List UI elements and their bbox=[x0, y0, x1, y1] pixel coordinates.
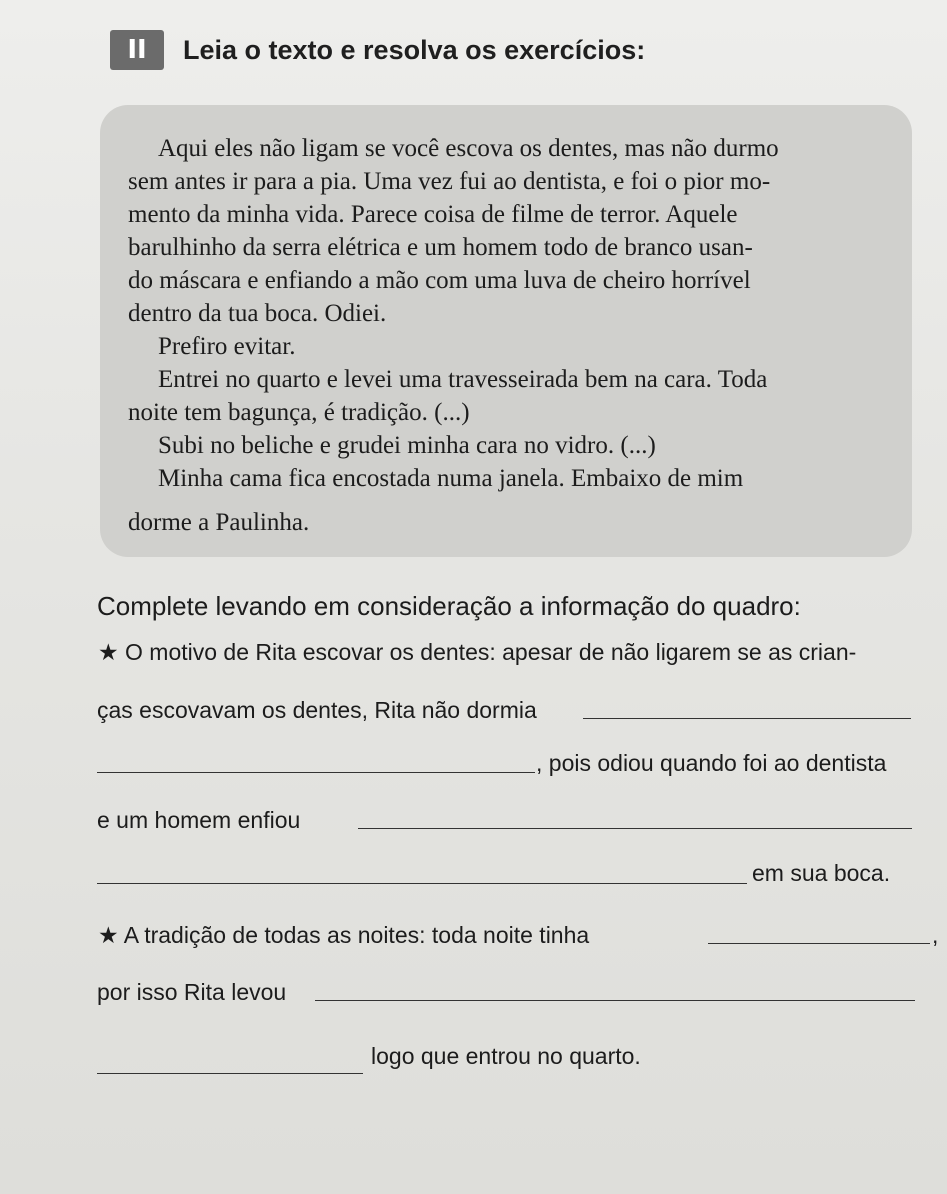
text-line: Minha cama fica encostada numa janela. Embaixo de mim bbox=[158, 465, 744, 492]
star-icon: ★ bbox=[98, 923, 119, 949]
text-line: do máscara e enfiando a mão com uma luva de cheiro horrível bbox=[128, 267, 751, 294]
item-2-text: A tradição de todas as noites: toda noite tinha bbox=[123, 922, 590, 948]
text-line: Prefiro evitar. bbox=[158, 333, 296, 360]
answer-blank-2[interactable] bbox=[97, 772, 535, 773]
text-line: dentro da tua boca. Odiei. bbox=[128, 300, 387, 327]
text-line: mento da minha vida. Parece coisa de filme de terror. Aquele bbox=[128, 201, 738, 228]
reading-text-box bbox=[100, 105, 912, 557]
answer-blank-3[interactable] bbox=[358, 828, 912, 829]
text-line: Subi no beliche e grudei minha cara no vidro. (...) bbox=[158, 432, 656, 459]
item-1-text: O motivo de Rita escovar os dentes: apesar de não ligarem se as crian- bbox=[125, 639, 857, 665]
exercise-item-2-line-1 bbox=[98, 919, 589, 952]
text-line: barulhinho da serra elétrica e um homem todo de branco usan- bbox=[128, 234, 753, 261]
exercise-item-1-line-5: em sua boca. bbox=[752, 860, 891, 886]
item-2-comma: , bbox=[932, 922, 939, 948]
star-icon: ★ bbox=[98, 640, 119, 666]
answer-blank-1[interactable] bbox=[583, 718, 911, 719]
text-line: sem antes ir para a pia. Uma vez fui ao dentista, e foi o pior mo- bbox=[128, 168, 771, 195]
answer-blank-7[interactable] bbox=[97, 1073, 363, 1074]
exercise-item-2-line-2: por isso Rita levou bbox=[97, 979, 287, 1005]
text-line: noite tem bagunça, é tradição. (...) bbox=[128, 399, 470, 426]
answer-blank-6[interactable] bbox=[315, 1000, 915, 1001]
answer-blank-5[interactable] bbox=[708, 943, 930, 944]
exercise-item-1-line-1 bbox=[98, 636, 856, 669]
exercise-item-1-line-2: ças escovavam os dentes, Rita não dormia bbox=[97, 697, 537, 723]
text-line: Entrei no quarto e levei uma travesseirada bem na cara. Toda bbox=[158, 366, 768, 393]
answer-blank-4[interactable] bbox=[97, 883, 747, 884]
section-number-badge: II bbox=[110, 30, 164, 70]
exercise-item-2-line-3: logo que entrou no quarto. bbox=[371, 1043, 641, 1069]
exercise-item-1-line-3: , pois odiou quando foi ao dentista bbox=[536, 750, 887, 776]
exercise-title: Complete levando em consideração a informação do quadro: bbox=[97, 591, 801, 621]
exercise-item-1-line-4: e um homem enfiou bbox=[97, 807, 301, 833]
text-line: dorme a Paulinha. bbox=[128, 509, 310, 536]
text-line: Aqui eles não ligam se você escova os dentes, mas não durmo bbox=[158, 135, 779, 162]
instruction-heading: Leia o texto e resolva os exercícios: bbox=[183, 35, 646, 65]
